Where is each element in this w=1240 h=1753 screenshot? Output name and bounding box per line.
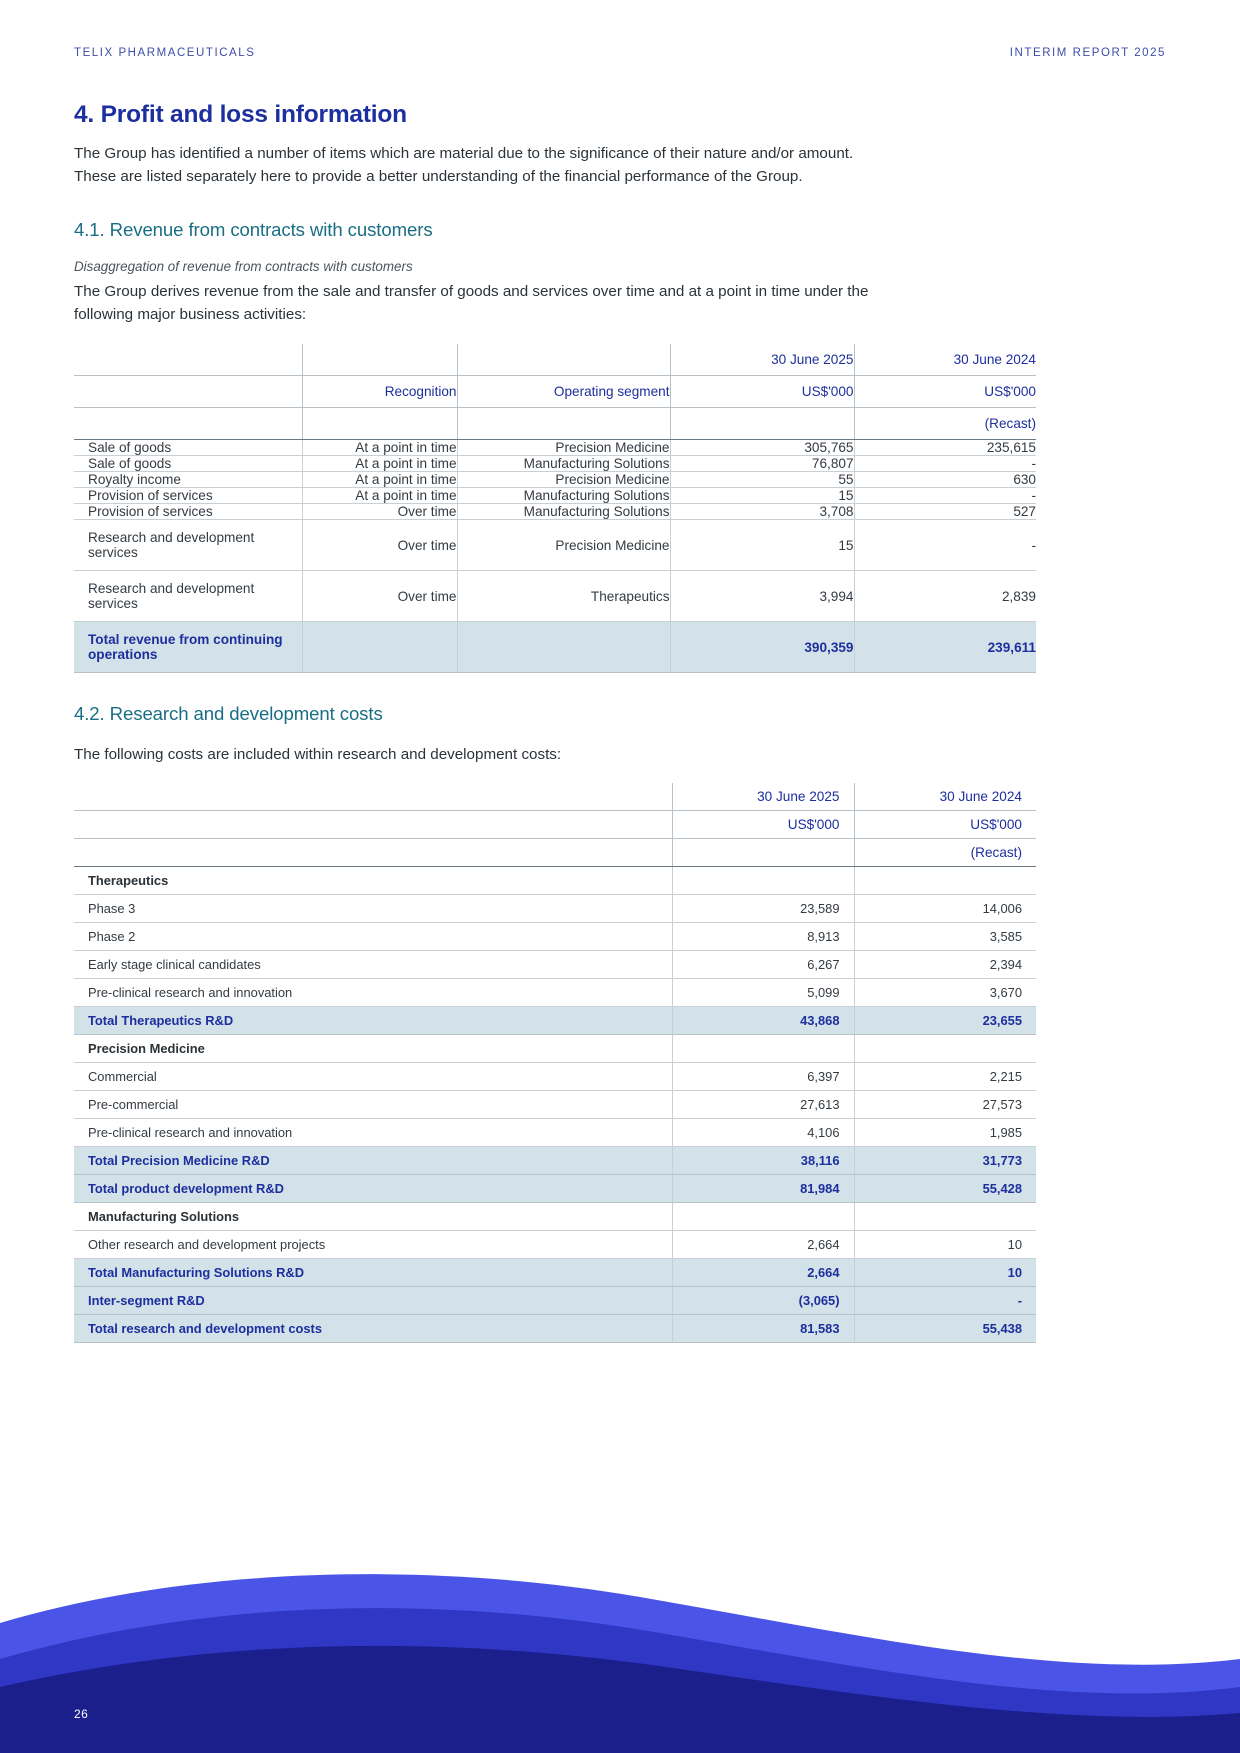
table-row bbox=[74, 571, 1036, 622]
rd-row-value-2025: 5,099 bbox=[672, 979, 854, 1007]
rd-row-value-2024 bbox=[854, 867, 1036, 895]
revenue-table-body bbox=[74, 440, 1036, 673]
table-row bbox=[74, 979, 1036, 1007]
revenue-row-value-2024: 527 bbox=[854, 504, 1036, 520]
revenue-row-recognition: Over time bbox=[302, 520, 457, 571]
rd-total-row bbox=[74, 1007, 1036, 1035]
wave-svg bbox=[0, 1473, 1240, 1753]
running-header-left: TELIX PHARMACEUTICALS bbox=[74, 47, 256, 59]
rd-row-value-2025: 27,613 bbox=[672, 1091, 854, 1119]
revenue-row-segment: Precision Medicine bbox=[457, 520, 670, 571]
revenue-row-value-2024: 235,615 bbox=[854, 440, 1036, 456]
rd-table-head bbox=[74, 783, 1036, 867]
revenue-row-item: Royalty income bbox=[74, 472, 302, 488]
rd-row-value-2025 bbox=[672, 1035, 854, 1063]
table-row bbox=[74, 1203, 1036, 1231]
revenue-row-segment: Manufacturing Solutions bbox=[457, 504, 670, 520]
rd-row-value-2024: 10 bbox=[854, 1231, 1036, 1259]
rd-row-label: Total research and development costs bbox=[74, 1315, 672, 1343]
rd-row-value-2024 bbox=[854, 1035, 1036, 1063]
rd-row-label: Total Therapeutics R&D bbox=[74, 1007, 672, 1035]
rd-row-label: Pre-clinical research and innovation bbox=[74, 1119, 672, 1147]
rd-row-value-2025: 43,868 bbox=[672, 1007, 854, 1035]
revenue-row-recognition: At a point in time bbox=[302, 456, 457, 472]
footer-wave-graphic bbox=[0, 1473, 1240, 1753]
rd-row-value-2024: 1,985 bbox=[854, 1119, 1036, 1147]
revenue-row-value-2025: 55 bbox=[670, 472, 854, 488]
revenue-hdr2-operating-segment: Operating segment bbox=[457, 376, 670, 408]
rd-costs-table bbox=[74, 783, 1036, 1343]
revenue-row-recognition: Over time bbox=[302, 504, 457, 520]
table-row bbox=[74, 456, 1036, 472]
table-row bbox=[74, 488, 1036, 504]
revenue-total-recognition bbox=[302, 622, 457, 673]
rd-row-value-2024: 3,670 bbox=[854, 979, 1036, 1007]
subsection-41-body bbox=[74, 280, 1036, 326]
revenue-hdr1-c1 bbox=[302, 344, 457, 376]
table-row bbox=[74, 1091, 1036, 1119]
rd-hdr2-units-2024: US$'000 bbox=[854, 811, 1036, 839]
section-intro bbox=[74, 142, 1036, 188]
revenue-row-item: Research and development services bbox=[74, 571, 302, 622]
revenue-row-value-2024: - bbox=[854, 488, 1036, 504]
subsection-42-title: 4.2. Research and development costs bbox=[74, 703, 383, 725]
rd-row-label: Phase 3 bbox=[74, 895, 672, 923]
revenue-hdr2-units-2025: US$'000 bbox=[670, 376, 854, 408]
rd-row-value-2025: 81,984 bbox=[672, 1175, 854, 1203]
revenue-hdr2-c0 bbox=[74, 376, 302, 408]
revenue-row-segment: Manufacturing Solutions bbox=[457, 456, 670, 472]
rd-total-row bbox=[74, 1175, 1036, 1203]
revenue-row-value-2024: 630 bbox=[854, 472, 1036, 488]
table-row bbox=[74, 472, 1036, 488]
subsection-41-body-line1: The Group derives revenue from the sale and transfer of goods and services over time and at a point in time under the bbox=[74, 282, 869, 300]
revenue-row-item: Sale of goods bbox=[74, 456, 302, 472]
rd-row-value-2025: 6,397 bbox=[672, 1063, 854, 1091]
revenue-row-value-2025: 3,708 bbox=[670, 504, 854, 520]
rd-row-value-2025 bbox=[672, 1203, 854, 1231]
rd-row-label: Phase 2 bbox=[74, 923, 672, 951]
table-row bbox=[74, 1231, 1036, 1259]
revenue-row-value-2025: 15 bbox=[670, 520, 854, 571]
table-header-row bbox=[74, 839, 1036, 867]
table-header-row bbox=[74, 408, 1036, 440]
revenue-hdr3-recast-2024: (Recast) bbox=[854, 408, 1036, 440]
rd-row-label: Inter-segment R&D bbox=[74, 1287, 672, 1315]
revenue-row-recognition: Over time bbox=[302, 571, 457, 622]
revenue-row-segment: Precision Medicine bbox=[457, 472, 670, 488]
rd-row-value-2024: 23,655 bbox=[854, 1007, 1036, 1035]
revenue-hdr3-c3 bbox=[670, 408, 854, 440]
rd-row-value-2025: 38,116 bbox=[672, 1147, 854, 1175]
table-row bbox=[74, 895, 1036, 923]
revenue-total-segment bbox=[457, 622, 670, 673]
disaggregation-note: Disaggregation of revenue from contracts with customers bbox=[74, 258, 413, 274]
table-header-row bbox=[74, 376, 1036, 408]
rd-row-value-2025: 4,106 bbox=[672, 1119, 854, 1147]
rd-row-label: Precision Medicine bbox=[74, 1035, 672, 1063]
rd-row-value-2024: 31,773 bbox=[854, 1147, 1036, 1175]
rd-hdr3-c1 bbox=[672, 839, 854, 867]
table-row bbox=[74, 504, 1036, 520]
rd-table-body bbox=[74, 867, 1036, 1343]
revenue-row-segment: Manufacturing Solutions bbox=[457, 488, 670, 504]
revenue-row-value-2025: 305,765 bbox=[670, 440, 854, 456]
table-row bbox=[74, 951, 1036, 979]
revenue-hdr3-c2 bbox=[457, 408, 670, 440]
rd-total-row bbox=[74, 1315, 1036, 1343]
table-header-row bbox=[74, 783, 1036, 811]
rd-hdr1-c0 bbox=[74, 783, 672, 811]
revenue-row-value-2024: - bbox=[854, 456, 1036, 472]
rd-row-value-2025: 2,664 bbox=[672, 1259, 854, 1287]
table-header-row bbox=[74, 811, 1036, 839]
table-row bbox=[74, 1063, 1036, 1091]
revenue-row-item: Sale of goods bbox=[74, 440, 302, 456]
revenue-row-recognition: At a point in time bbox=[302, 488, 457, 504]
running-header-right: INTERIM REPORT 2025 bbox=[1009, 47, 1166, 59]
rd-row-value-2024: 14,006 bbox=[854, 895, 1036, 923]
rd-row-value-2024: 55,438 bbox=[854, 1315, 1036, 1343]
rd-total-row bbox=[74, 1287, 1036, 1315]
rd-hdr1-period-2025: 30 June 2025 bbox=[672, 783, 854, 811]
rd-row-value-2025: 6,267 bbox=[672, 951, 854, 979]
page-number: 26 bbox=[74, 1707, 89, 1721]
page-content bbox=[74, 100, 1036, 1343]
rd-row-value-2025: 2,664 bbox=[672, 1231, 854, 1259]
rd-row-label: Total Precision Medicine R&D bbox=[74, 1147, 672, 1175]
revenue-row-recognition: At a point in time bbox=[302, 472, 457, 488]
rd-row-value-2024: 55,428 bbox=[854, 1175, 1036, 1203]
page-title: 4. Profit and loss information bbox=[74, 101, 407, 128]
revenue-total-row bbox=[74, 622, 1036, 673]
section-intro-line2: These are listed separately here to provide a better understanding of the financial performance of the Group. bbox=[74, 168, 803, 186]
subsection-42-body: The following costs are included within research and development costs: bbox=[74, 746, 562, 764]
revenue-total-label: Total revenue from continuing operations bbox=[74, 622, 302, 673]
rd-row-label: Pre-commercial bbox=[74, 1091, 672, 1119]
rd-row-value-2024: 2,215 bbox=[854, 1063, 1036, 1091]
rd-total-row bbox=[74, 1259, 1036, 1287]
section-intro-line1: The Group has identified a number of items which are material due to the significance of their nature and/or amount. bbox=[74, 145, 854, 163]
subsection-41-title: 4.1. Revenue from contracts with customers bbox=[74, 218, 433, 240]
revenue-row-item: Provision of services bbox=[74, 504, 302, 520]
table-row bbox=[74, 1119, 1036, 1147]
revenue-row-segment: Therapeutics bbox=[457, 571, 670, 622]
rd-row-value-2024: - bbox=[854, 1287, 1036, 1315]
revenue-hdr2-recognition: Recognition bbox=[302, 376, 457, 408]
rd-hdr1-period-2024: 30 June 2024 bbox=[854, 783, 1036, 811]
rd-row-label: Total Manufacturing Solutions R&D bbox=[74, 1259, 672, 1287]
table-row bbox=[74, 520, 1036, 571]
rd-hdr2-units-2025: US$'000 bbox=[672, 811, 854, 839]
revenue-table-head bbox=[74, 344, 1036, 440]
revenue-hdr1-c2 bbox=[457, 344, 670, 376]
rd-row-value-2024 bbox=[854, 1203, 1036, 1231]
rd-row-label: Commercial bbox=[74, 1063, 672, 1091]
revenue-hdr3-c0 bbox=[74, 408, 302, 440]
revenue-row-item: Research and development services bbox=[74, 520, 302, 571]
rd-row-value-2025: (3,065) bbox=[672, 1287, 854, 1315]
revenue-hdr1-period-2024: 30 June 2024 bbox=[854, 344, 1036, 376]
rd-row-label: Manufacturing Solutions bbox=[74, 1203, 672, 1231]
rd-row-label: Pre-clinical research and innovation bbox=[74, 979, 672, 1007]
rd-row-value-2024: 2,394 bbox=[854, 951, 1036, 979]
rd-row-label: Total product development R&D bbox=[74, 1175, 672, 1203]
running-header bbox=[74, 47, 1166, 59]
revenue-row-item: Provision of services bbox=[74, 488, 302, 504]
rd-row-value-2024: 3,585 bbox=[854, 923, 1036, 951]
table-row bbox=[74, 923, 1036, 951]
revenue-row-value-2025: 15 bbox=[670, 488, 854, 504]
rd-row-value-2025: 23,589 bbox=[672, 895, 854, 923]
revenue-hdr1-c0 bbox=[74, 344, 302, 376]
revenue-row-value-2025: 3,994 bbox=[670, 571, 854, 622]
rd-row-label: Therapeutics bbox=[74, 867, 672, 895]
rd-row-label: Other research and development projects bbox=[74, 1231, 672, 1259]
revenue-row-value-2025: 76,807 bbox=[670, 456, 854, 472]
revenue-row-value-2024: 2,839 bbox=[854, 571, 1036, 622]
rd-hdr3-recast-2024: (Recast) bbox=[854, 839, 1036, 867]
rd-row-label: Early stage clinical candidates bbox=[74, 951, 672, 979]
revenue-row-recognition: At a point in time bbox=[302, 440, 457, 456]
rd-hdr2-c0 bbox=[74, 811, 672, 839]
rd-hdr3-c0 bbox=[74, 839, 672, 867]
table-row bbox=[74, 867, 1036, 895]
rd-row-value-2024: 10 bbox=[854, 1259, 1036, 1287]
revenue-row-segment: Precision Medicine bbox=[457, 440, 670, 456]
rd-row-value-2025: 8,913 bbox=[672, 923, 854, 951]
table-row bbox=[74, 440, 1036, 456]
revenue-row-value-2024: - bbox=[854, 520, 1036, 571]
rd-row-value-2025 bbox=[672, 867, 854, 895]
revenue-hdr2-units-2024: US$'000 bbox=[854, 376, 1036, 408]
rd-row-value-2024: 27,573 bbox=[854, 1091, 1036, 1119]
revenue-total-value-2025: 390,359 bbox=[670, 622, 854, 673]
rd-total-row bbox=[74, 1147, 1036, 1175]
rd-row-value-2025: 81,583 bbox=[672, 1315, 854, 1343]
revenue-hdr3-c1 bbox=[302, 408, 457, 440]
table-header-row bbox=[74, 344, 1036, 376]
subsection-41-body-line2: following major business activities: bbox=[74, 305, 307, 323]
revenue-hdr1-period-2025: 30 June 2025 bbox=[670, 344, 854, 376]
revenue-table bbox=[74, 344, 1036, 674]
revenue-total-value-2024: 239,611 bbox=[854, 622, 1036, 673]
table-row bbox=[74, 1035, 1036, 1063]
